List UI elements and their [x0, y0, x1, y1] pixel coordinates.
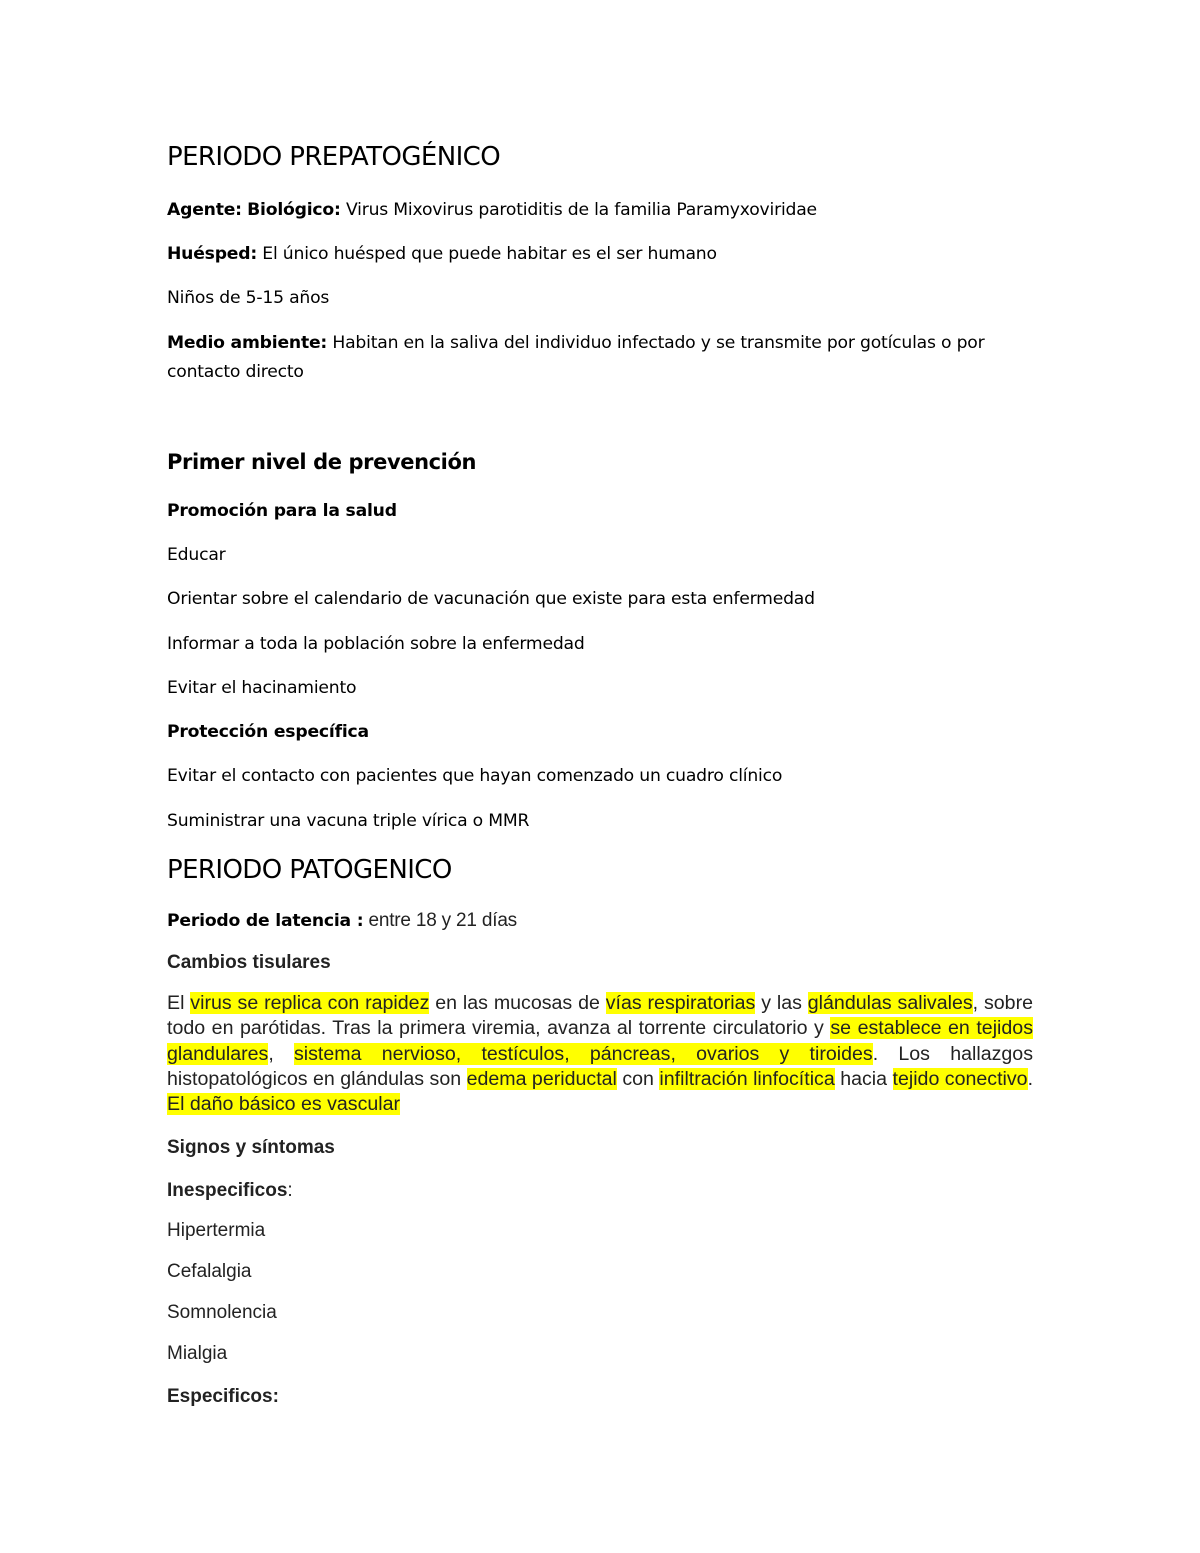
- inespecificos-label: Inespecificos: [167, 1180, 288, 1201]
- inespecificos-line: [167, 1180, 293, 1202]
- ninos-line: Niños de 5-15 años: [167, 288, 330, 308]
- sintoma-item: Hipertermia: [167, 1220, 266, 1241]
- proteccion-heading: Protección específica: [167, 722, 369, 742]
- paragraph-text: El: [167, 992, 191, 1014]
- agente-text: Virus Mixovirus parotiditis de la familia Paramyxoviridae: [340, 200, 817, 220]
- huesped-line: [167, 244, 717, 264]
- cambios-heading: Cambios tisulares: [167, 952, 331, 973]
- agente-label: Agente:: [167, 200, 242, 220]
- medio-line-2: contacto directo: [167, 362, 304, 382]
- highlighted-text: vías respiratorias: [605, 992, 756, 1014]
- huesped-label: Huésped:: [167, 244, 258, 264]
- inespecificos-colon: :: [287, 1180, 293, 1201]
- highlighted-text: sistema nervioso, testículos, páncreas, ovarios y tiroides: [293, 1042, 873, 1065]
- highlighted-text: El daño básico es vascular: [167, 1093, 401, 1116]
- heading-periodo-patogenico: PERIODO PATOGENICO: [167, 855, 452, 885]
- medio-label: Medio ambiente:: [167, 333, 328, 353]
- highlighted-text: se establece en tejidos glandulares: [167, 1017, 1033, 1065]
- latencia-text: entre 18 y 21 días: [363, 910, 517, 931]
- sintoma-item: Somnolencia: [167, 1302, 277, 1323]
- sintoma-item: Mialgia: [167, 1343, 228, 1364]
- medio-text: Habitan en la saliva del individuo infectado y se transmite por gotículas o por: [327, 333, 985, 353]
- latencia-line: [167, 910, 517, 932]
- suministrar-line: Suministrar una vacuna triple vírica o MMR: [167, 811, 530, 831]
- huesped-text: El único huésped que puede habitar es el ser humano: [257, 244, 717, 264]
- sintoma-item: Cefalalgia: [167, 1261, 252, 1282]
- medio-line: [167, 333, 985, 353]
- paragraph-text: ,: [268, 1042, 294, 1065]
- paragraph-text: , sobre todo en parótidas. Tras la primera viremia, avanza al torrente circulatorio y: [167, 992, 1033, 1040]
- orientar-line: Orientar sobre el calendario de vacunación que existe para esta enfermedad: [167, 589, 815, 609]
- promocion-heading: Promoción para la salud: [167, 501, 397, 521]
- paragraph-text: y las: [755, 992, 808, 1014]
- cambios-paragraph: [167, 991, 1033, 1117]
- especificos-heading: Especificos:: [167, 1386, 279, 1407]
- agente-line: [167, 200, 817, 220]
- evitar-contacto-line: Evitar el contacto con pacientes que hayan comenzado un cuadro clínico: [167, 766, 783, 786]
- educar-line: Educar: [167, 545, 226, 565]
- paragraph-text: . Los hallazgos histopatológicos en glándulas son: [167, 1042, 1033, 1090]
- paragraph-text: .: [1027, 1067, 1034, 1090]
- highlighted-text: glándulas salivales: [807, 992, 973, 1014]
- highlighted-text: tejido conectivo: [892, 1067, 1028, 1090]
- informar-line: Informar a toda la población sobre la enfermedad: [167, 634, 585, 654]
- latencia-label: Periodo de latencia :: [167, 911, 364, 931]
- heading-primer-nivel: Primer nivel de prevención: [167, 450, 477, 474]
- paragraph-text: con: [616, 1067, 660, 1090]
- evitar-hacinamiento-line: Evitar el hacinamiento: [167, 678, 357, 698]
- paragraph-text: en las mucosas de: [429, 992, 606, 1014]
- highlighted-text: edema periductal: [466, 1067, 617, 1090]
- agente-label2: Biológico:: [247, 200, 341, 220]
- highlighted-text: virus se replica con rapidez: [190, 992, 430, 1014]
- highlighted-text: infiltración linfocítica: [659, 1067, 835, 1090]
- paragraph-text: hacia: [834, 1067, 893, 1090]
- signos-heading: Signos y síntomas: [167, 1137, 335, 1158]
- heading-periodo-prepatogenico: PERIODO PREPATOGÉNICO: [167, 142, 501, 172]
